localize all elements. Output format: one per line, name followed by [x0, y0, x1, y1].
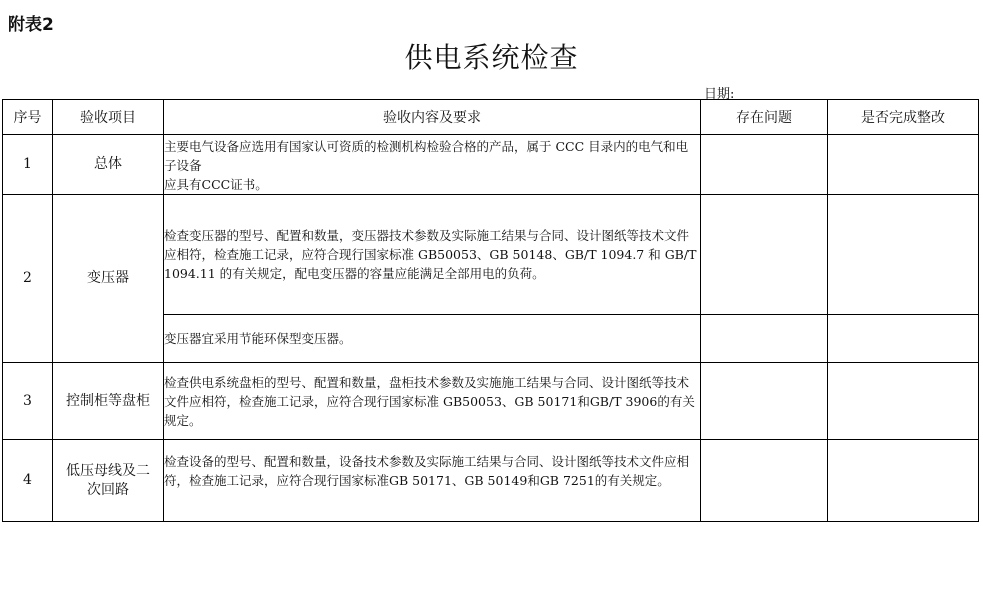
- header-seq: 序号: [3, 100, 53, 135]
- requirement-line: 应具有CCC证书。: [164, 177, 268, 192]
- row-issues-cell[interactable]: [701, 195, 828, 315]
- row-issues-cell[interactable]: [701, 440, 828, 522]
- header-row: [3, 100, 979, 135]
- header-content: 验收内容及要求: [164, 100, 701, 135]
- row-done-cell[interactable]: [828, 315, 979, 363]
- row-issues-cell[interactable]: [701, 315, 828, 363]
- row-done-cell[interactable]: [828, 440, 979, 522]
- row-seq: 3: [3, 363, 53, 440]
- row-requirement: [164, 135, 701, 195]
- annex-label: 附表2: [8, 15, 54, 35]
- row-seq: 1: [3, 135, 53, 195]
- table-row: [3, 195, 979, 315]
- row-item: 低压母线及二次回路: [53, 440, 164, 522]
- row-requirement: 变压器宜采用节能环保型变压器。: [164, 315, 701, 363]
- row-seq: 4: [3, 440, 53, 522]
- row-issues-cell[interactable]: [701, 135, 828, 195]
- header-done: 是否完成整改: [828, 100, 979, 135]
- row-done-cell[interactable]: [828, 195, 979, 315]
- table-row: [3, 363, 979, 440]
- row-requirement: 检查供电系统盘柜的型号、配置和数量，盘柜技术参数及实施施工结果与合同、设计图纸等技术文件应相符，检查施工记录，应符合现行国家标准 GB50053、GB 50171和GB/T 3906的有关规定。: [164, 363, 701, 440]
- row-issues-cell[interactable]: [701, 363, 828, 440]
- header-issues: 存在问题: [701, 100, 828, 135]
- inspection-table: [2, 99, 979, 522]
- header-item: 验收项目: [53, 100, 164, 135]
- date-label: 日期:: [704, 87, 735, 102]
- row-done-cell[interactable]: [828, 135, 979, 195]
- row-requirement: 检查设备的型号、配置和数量，设备技术参数及实际施工结果与合同、设计图纸等技术文件应相符，检查施工记录，应符合现行国家标准GB 50171、GB 50149和GB 7251的有关规定。: [164, 440, 701, 522]
- row-seq: 2: [3, 195, 53, 363]
- page-title: 供电系统检查: [404, 41, 579, 74]
- table-row: [3, 135, 979, 195]
- row-requirement: 检查变压器的型号、配置和数量，变压器技术参数及实际施工结果与合同、设计图纸等技术文件应相符，检查施工记录，应符合现行国家标准 GB50053、GB 50148、GB/T 1094.7 和 GB/T 1094.11 的有关规定，配电变压器的容量应能满足全部用电的负荷。: [164, 195, 701, 315]
- table-row: [3, 440, 979, 522]
- row-done-cell[interactable]: [828, 363, 979, 440]
- row-item: 变压器: [53, 195, 164, 363]
- requirement-line: 主要电气设备应选用有国家认可资质的检测机构检验合格的产品，属于 CCC 目录内的电气和电子设备: [164, 139, 689, 173]
- row-item: 总体: [53, 135, 164, 195]
- row-item: 控制柜等盘柜: [53, 363, 164, 440]
